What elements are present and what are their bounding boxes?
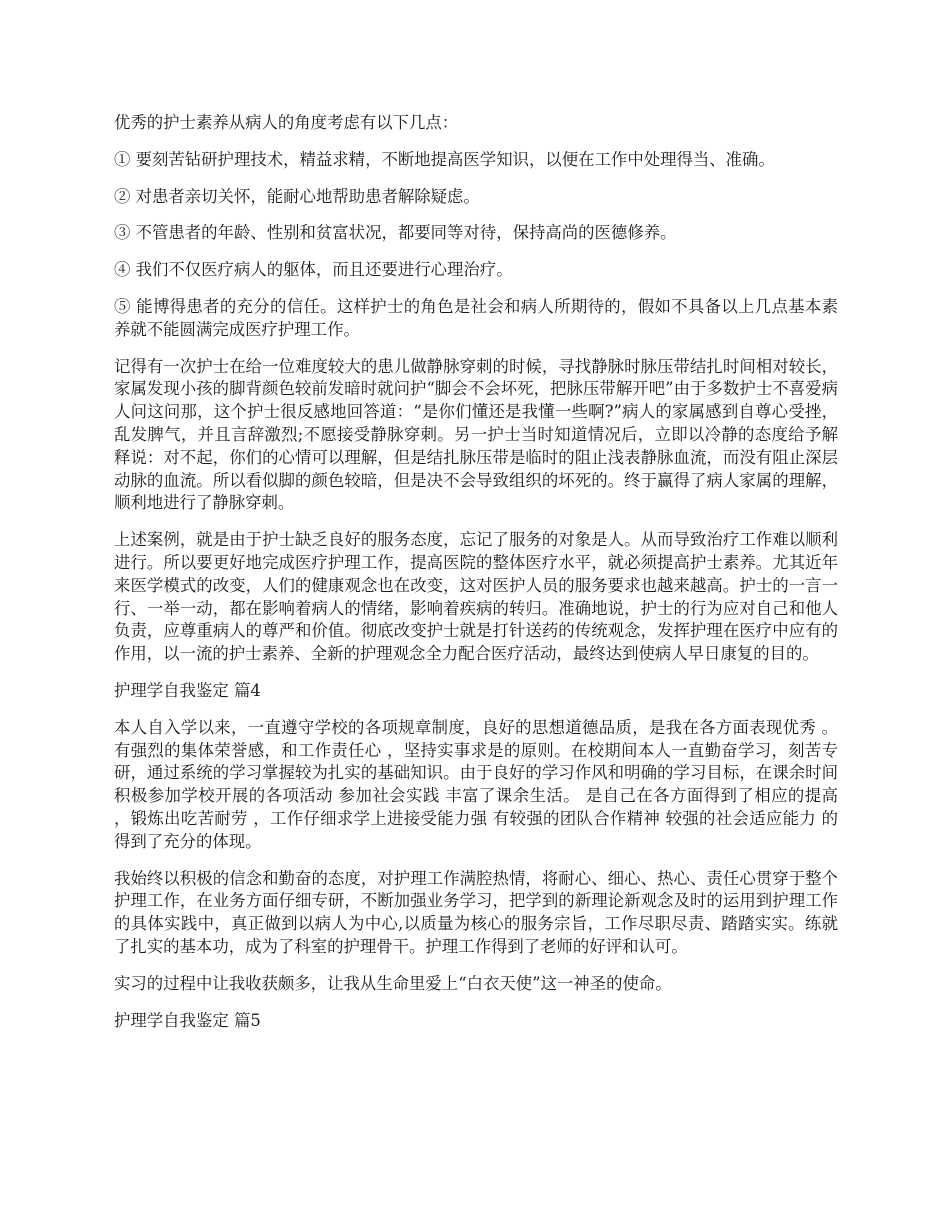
self-assessment-paragraph-1: 本人自入学以来，一直遵守学校的各项规章制度，良好的思想道德品质，是我在各方面表现优秀 。有强烈的集体荣誉感，和工作责任心 ，坚持实事求是的原则。在校期间本人一直勤奋学习，刻苦专研，通过系统的学习掌握较为扎实的基础知识。由于良好的学习作风和明确的学习目标，在课余时间积极参加学校开展的各项活动 参加社会实践 丰富了课余生活。 是自己在各方面得到了相应的提高 ，锻炼出吃苦耐劳 ，工作仔细求学上进接受能力强 有较强的团队合作精神 较强的社会适应能力 的得到了充分的体现。	[114, 717, 838, 851]
document-body	[114, 112, 838, 1046]
list-item-3: ③ 不管患者的年龄、性别和贫富状况，都要同等对待，保持高尚的医德修养。	[114, 223, 677, 243]
list-item-4: ④ 我们不仅医疗病人的躯体，而且还要进行心理治疗。	[114, 260, 513, 280]
analysis-paragraph: 上述案例，就是由于护士缺乏良好的服务态度，忘记了服务的对象是人。从而导致治疗工作难以顺利进行。所以要更好地完成医疗护理工作，提高医院的整体医疗水平，就必须提高护士素养。尤其近年来医学模式的改变，人们的健康观念也在改变，这对医护人员的服务要求也越来越高。护士的一言一行、一举一动，都在影响着病人的情绪，影响着疾病的转归。准确地说，护士的行为应对自己和他人负责，应尊重病人的尊严和价值。彻底改变护士就是打针送药的传统观念，发挥护理在医疗中应有的作用，以一流的护士素养、全新的护理观念全力配合医疗活动，最终达到使病人早日康复的目的。	[114, 530, 838, 664]
case-paragraph: 记得有一次护士在给一位难度较大的患儿做静脉穿刺的时候，寻找静脉时脉压带结扎时间相对较长，家属发现小孩的脚背颜色较前发暗时就问护“脚会不会坏死，把脉压带解开吧”由于多数护士不喜爱病人问这问那，这个护士很反感地回答道：“是你们懂还是我懂一些啊?”病人的家属感到自尊心受挫，乱发脾气，并且言辞激烈;不愿接受静脉穿刺。另一护士当时知道情况后，立即以冷静的态度给予解释说：对不起，你们的心情可以理解，但是结扎脉压带是临时的阻止浅表静脉血流，而没有阻止深层动脉的血流。所以看似脚的颜色较暗，但是决不会导致组织的坏死的。终于赢得了病人家属的理解，顺利地进行了静脉穿刺。	[114, 356, 838, 513]
intro-paragraph: 优秀的护士素养从病人的角度考虑有以下几点：	[114, 113, 459, 132]
section-heading-4: 护理学自我鉴定 篇4	[114, 680, 261, 700]
list-item-1: ① 要刻苦钻研护理技术，精益求精，不断地提高医学知识，以便在工作中处理得当、准确。	[114, 149, 775, 169]
list-item-2: ② 对患者亲切关怀，能耐心地帮助患者解除疑虑。	[114, 186, 480, 206]
self-assessment-paragraph-2: 我始终以积极的信念和勤奋的态度，对护理工作满腔热情，将耐心、细心、热心、责任心贯穿于整个护理工作，在业务方面仔细专研，不断加强业务学习，把学到的新理论新观念及时的运用到护理工作的具体实践中，真正做到以病人为中心,以质量为核心的服务宗旨，工作尽职尽责、踏踏实实。练就了扎实的基本功，成为了科室的护理骨干。护理工作得到了老师的好评和认可。	[114, 868, 838, 956]
list-item-5: ⑤ 能博得患者的充分的信任。这样护士的角色是社会和病人所期待的，假如不具备以上几点基本素养就不能圆满完成医疗护理工作。	[114, 296, 838, 339]
self-assessment-paragraph-3: 实习的过程中让我收获颇多，让我从生命里爱上“白衣天使”这一神圣的使命。	[114, 973, 672, 993]
section-heading-5: 护理学自我鉴定 篇5	[114, 1010, 261, 1030]
